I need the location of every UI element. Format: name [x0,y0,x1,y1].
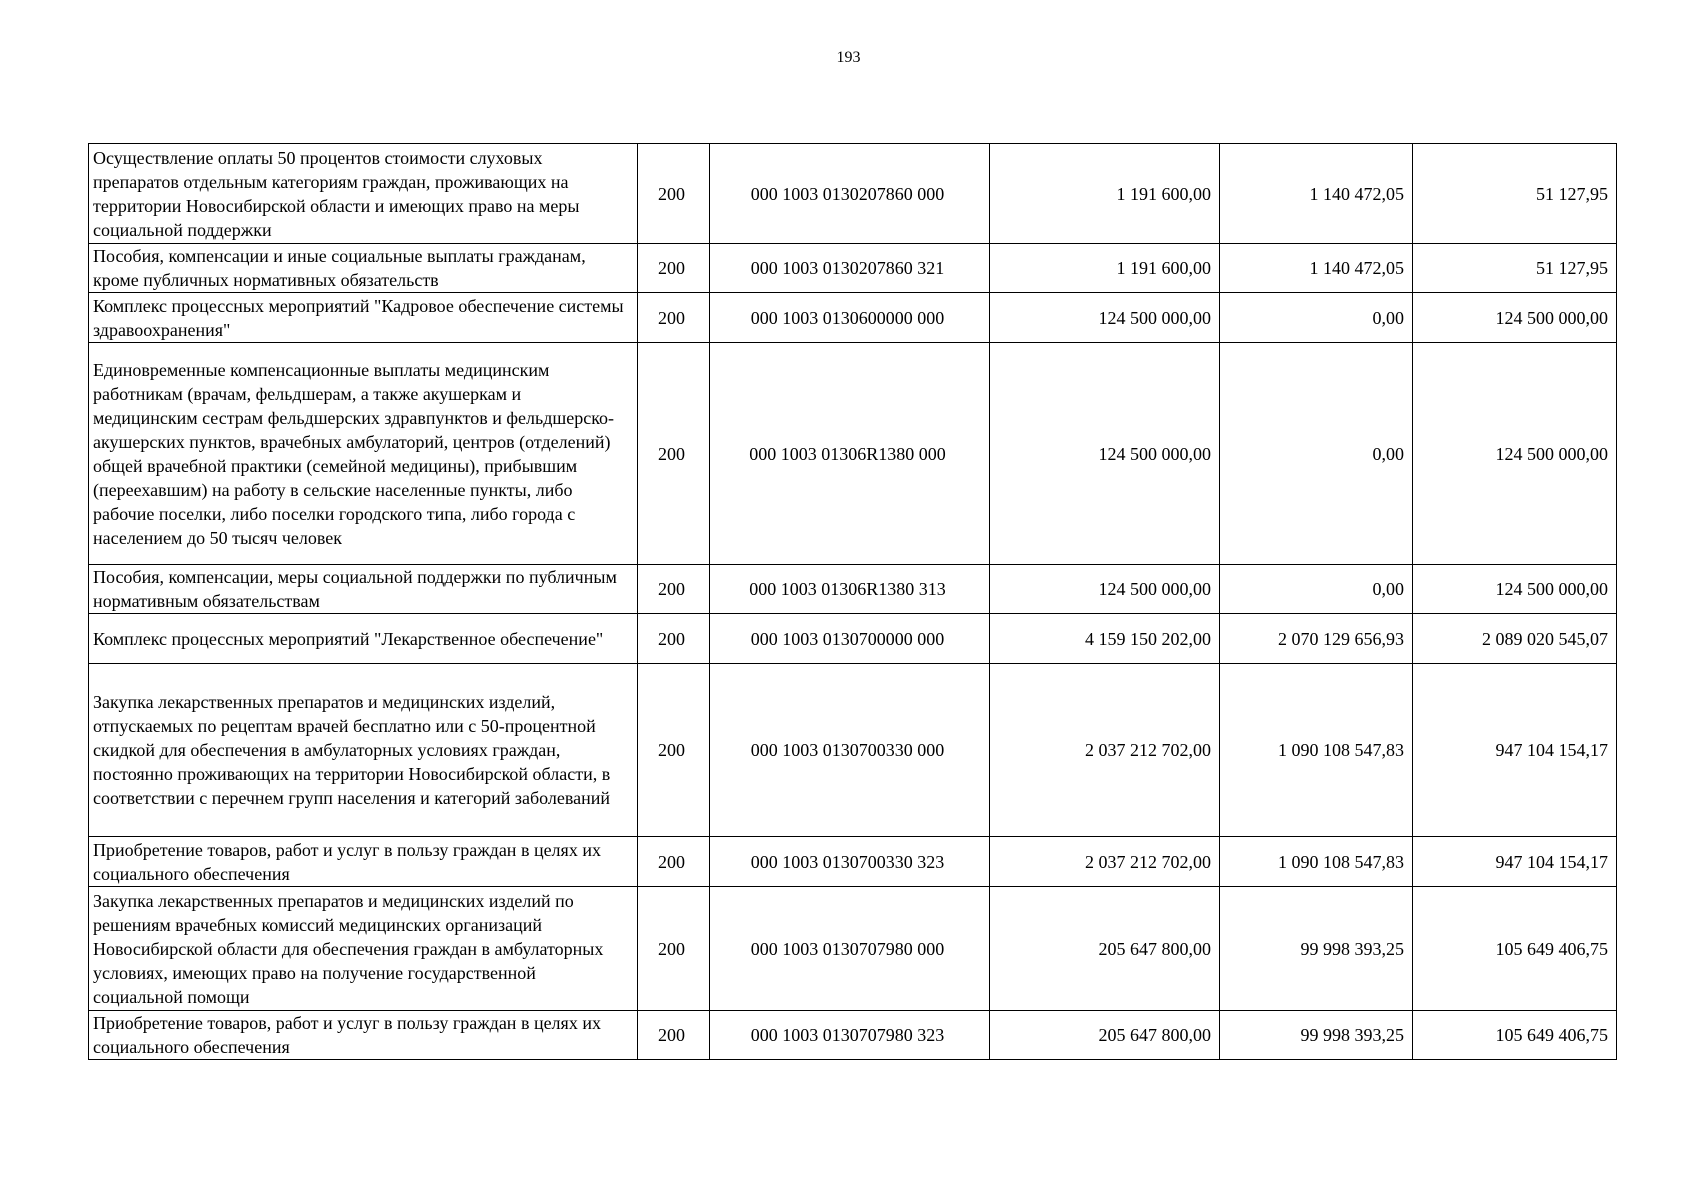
executed-amount-cell: 99 998 393,25 [1220,1011,1413,1060]
budget-classification-code-cell: 000 1003 0130207860 321 [710,244,990,293]
approved-amount-cell: 124 500 000,00 [990,293,1220,343]
line-code-cell: 200 [638,343,710,565]
expense-name-cell: Комплекс процессных мероприятий "Кадровое обеспечение системы здравоохранения" [89,293,638,343]
line-code-cell: 200 [638,887,710,1011]
line-code-cell: 200 [638,293,710,343]
unexecuted-amount-cell: 124 500 000,00 [1413,293,1617,343]
expense-name-cell: Комплекс процессных мероприятий "Лекарственное обеспечение" [89,614,638,664]
budget-classification-code-cell: 000 1003 0130207860 000 [710,144,990,244]
expense-name-cell: Приобретение товаров, работ и услуг в пользу граждан в целях их социального обеспечения [89,1011,638,1060]
unexecuted-amount-cell: 2 089 020 545,07 [1413,614,1617,664]
executed-amount-cell: 99 998 393,25 [1220,887,1413,1011]
expense-name-cell: Пособия, компенсации и иные социальные выплаты гражданам, кроме публичных нормативных обязательств [89,244,638,293]
unexecuted-amount-cell: 105 649 406,75 [1413,887,1617,1011]
budget-classification-code-cell: 000 1003 01306R1380 313 [710,565,990,614]
line-code-cell: 200 [638,614,710,664]
line-code-cell: 200 [638,1011,710,1060]
table-row [89,343,1617,565]
table-row [89,837,1617,887]
executed-amount-cell: 1 090 108 547,83 [1220,664,1413,837]
approved-amount-cell: 124 500 000,00 [990,565,1220,614]
table-row [89,1011,1617,1060]
executed-amount-cell: 0,00 [1220,565,1413,614]
executed-amount-cell: 1 140 472,05 [1220,244,1413,293]
expense-name-cell: Единовременные компенсационные выплаты медицинским работникам (врачам, фельдшерам, а также акушеркам и медицинским сестрам фельдшерских здравпунктов и фельдшерско-акушерских пунктов, врачебных амбулаторий, центров (отделений) общей врачебной практики (семейной медицины), прибывшим (переехавшим) на работу в сельские населенные пункты, либо рабочие поселки, либо поселки городского типа, либо города с населением до 50 тысяч человек [89,343,638,565]
expense-name-cell: Закупка лекарственных препаратов и медицинских изделий по решениям врачебных комиссий медицинских организаций Новосибирской области для обеспечения граждан в амбулаторных условиях, имеющих право на получение государственной социальной помощи [89,887,638,1011]
unexecuted-amount-cell: 105 649 406,75 [1413,1011,1617,1060]
line-code-cell: 200 [638,144,710,244]
approved-amount-cell: 205 647 800,00 [990,1011,1220,1060]
executed-amount-cell: 1 140 472,05 [1220,144,1413,244]
approved-amount-cell: 1 191 600,00 [990,144,1220,244]
approved-amount-cell: 2 037 212 702,00 [990,837,1220,887]
approved-amount-cell: 1 191 600,00 [990,244,1220,293]
unexecuted-amount-cell: 124 500 000,00 [1413,565,1617,614]
budget-classification-code-cell: 000 1003 0130700330 323 [710,837,990,887]
unexecuted-amount-cell: 947 104 154,17 [1413,664,1617,837]
approved-amount-cell: 4 159 150 202,00 [990,614,1220,664]
table-row [89,887,1617,1011]
approved-amount-cell: 205 647 800,00 [990,887,1220,1011]
expense-name-cell: Приобретение товаров, работ и услуг в пользу граждан в целях их социального обеспечения [89,837,638,887]
approved-amount-cell: 124 500 000,00 [990,343,1220,565]
unexecuted-amount-cell: 51 127,95 [1413,144,1617,244]
executed-amount-cell: 2 070 129 656,93 [1220,614,1413,664]
executed-amount-cell: 0,00 [1220,343,1413,565]
line-code-cell: 200 [638,837,710,887]
budget-classification-code-cell: 000 1003 0130600000 000 [710,293,990,343]
unexecuted-amount-cell: 124 500 000,00 [1413,343,1617,565]
budget-execution-table [88,143,1617,1060]
table-row [89,664,1617,837]
expense-name-cell: Закупка лекарственных препаратов и медицинских изделий, отпускаемых по рецептам врачей бесплатно или с 50-процентной скидкой для обеспечения в амбулаторных условиях граждан, постоянно проживающих на территории Новосибирской области, в соответствии с перечнем групп населения и категорий заболеваний [89,664,638,837]
approved-amount-cell: 2 037 212 702,00 [990,664,1220,837]
line-code-cell: 200 [638,244,710,293]
budget-classification-code-cell: 000 1003 0130707980 323 [710,1011,990,1060]
table-row [89,614,1617,664]
budget-classification-code-cell: 000 1003 01306R1380 000 [710,343,990,565]
unexecuted-amount-cell: 947 104 154,17 [1413,837,1617,887]
line-code-cell: 200 [638,565,710,614]
table-row [89,244,1617,293]
page-number: 193 [836,49,861,66]
table-row [89,144,1617,244]
table-row [89,293,1617,343]
expense-name-cell: Пособия, компенсации, меры социальной поддержки по публичным нормативным обязательствам [89,565,638,614]
expense-name-cell: Осуществление оплаты 50 процентов стоимости слуховых препаратов отдельным категориям граждан, проживающих на территории Новосибирской области и имеющих право на меры социальной поддержки [89,144,638,244]
executed-amount-cell: 1 090 108 547,83 [1220,837,1413,887]
budget-classification-code-cell: 000 1003 0130700000 000 [710,614,990,664]
executed-amount-cell: 0,00 [1220,293,1413,343]
budget-classification-code-cell: 000 1003 0130700330 000 [710,664,990,837]
table-row [89,565,1617,614]
budget-classification-code-cell: 000 1003 0130707980 000 [710,887,990,1011]
unexecuted-amount-cell: 51 127,95 [1413,244,1617,293]
line-code-cell: 200 [638,664,710,837]
